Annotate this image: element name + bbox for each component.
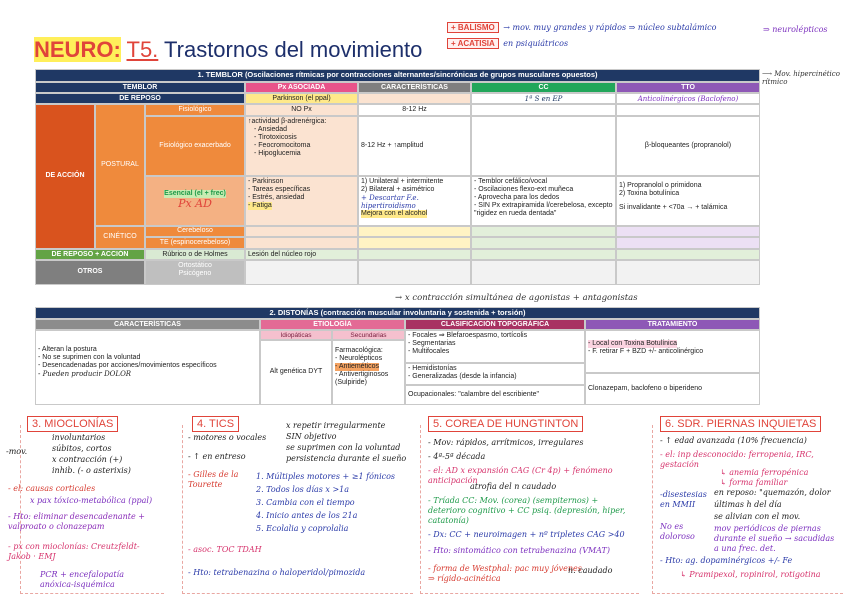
exacerbado-label: Fisiológico exacerbado (145, 116, 245, 176)
dys-col-etio: ETIOLOGÍA (260, 319, 405, 330)
title-t5: T5. (126, 37, 159, 62)
row-reposo-accion-label: DE REPOSO + ACCIÓN (35, 249, 145, 260)
te-label: TE (espinocerebeloso) (145, 237, 245, 249)
dys-col-sec: Secundarias (332, 330, 405, 340)
esencial-car-line: 1) Unilateral + intermitente (361, 178, 444, 185)
row-postural-label: POSTURAL (95, 104, 145, 226)
rubrico-car (358, 249, 471, 260)
tics-line: se suprimen con la voluntad (286, 443, 401, 452)
rubrico-px: Lesión del núcleo rojo (245, 249, 358, 260)
fisiologico-px: NO Px (245, 104, 358, 116)
esencial-car-line: + Descartar F.e. hipertiroidismo (361, 194, 419, 211)
dys-col-tto: TRATAMIENTO (585, 319, 760, 330)
dys-sec-line: - Antieméticos (335, 363, 379, 371)
piernas-line: se alivian con el mov. (714, 512, 801, 521)
cerebeloso-car (358, 226, 471, 237)
corea-line: - Dx: CC + neuroimagen + nº tripletes CAG >40 (428, 530, 625, 539)
esencial-px (245, 176, 358, 226)
tics-line: 1. Múltiples motores + ≥1 fónicos (256, 472, 396, 481)
mio-line: -mov. (6, 447, 28, 456)
rubrico-cc (471, 249, 616, 260)
dys-car-line: - Desencadenadas por acciones/movimientos específicos (38, 362, 217, 370)
dys-clas-line: - Hemidistonías (408, 365, 457, 372)
fisiologico-label: Fisiológico (145, 104, 245, 116)
fisiologico-cc (471, 104, 616, 116)
dys-clas-mid (405, 363, 585, 385)
dystonia-table (35, 307, 760, 405)
exacerbado-px-line: - Ansiedad (254, 126, 288, 134)
dystonia-header: 2. DISTONÍAS (contracción muscular involuntaria y sostenida + torsión) (35, 307, 760, 319)
reposo-px: Parkinson (el ppal) (245, 93, 358, 104)
dys-col-car: CARACTERÍSTICAS (35, 319, 260, 330)
esencial-cc-line: - Oscilaciones flexo-ext muñeca (474, 186, 574, 194)
dys-sec-line: - Neurolépticos (335, 355, 383, 363)
tremor-header: 1. TEMBLOR (Oscilaciones rítmicas por contracciones alternantes/sincrónicas de grupos musculares opuestos) (35, 69, 760, 82)
tics-line: persistencia durante el sueño (286, 454, 407, 463)
corea-line: - Tríada CC: Mov. (corea) (sempiternos) + deterioro cognitivo + CC psiq. (depresión, hiper, catatonía) (428, 496, 626, 525)
dys-car (35, 330, 260, 405)
esencial-px-line: - Parkinson (248, 178, 284, 185)
corea-line: atrofia del n caudado (470, 482, 557, 491)
reposo-car (358, 93, 471, 104)
acatisia-tag: + ACATISIA (447, 38, 499, 49)
esencial-cc-line: - Aprovecha para los dedos (474, 194, 560, 202)
acatisia-note (447, 33, 568, 51)
mioclonias-title: 3. MIOCLONÍAS (27, 416, 118, 432)
piernas-line: -disestesias en MMII (660, 490, 707, 509)
rubrico-tto (616, 249, 760, 260)
hiperkinetico-note: ⟶ Mov. hipercinético rítmico (762, 70, 840, 86)
esencial-note: Px AD (178, 197, 212, 211)
tics-line: x repetir irregularmente (286, 421, 386, 430)
row-accion-label: DE ACCIÓN (35, 104, 95, 249)
esencial-car-line: Mejora con el alcohol (361, 210, 428, 218)
dystonia-note: → x contracción simultánea de agonistas + antagonistas (395, 293, 638, 303)
dys-car-line: - Pueden producir DOLOR (38, 370, 132, 379)
col-cc: CC (471, 82, 616, 93)
mio-line: - px con mioclonías: Creutzfeldt-Jakob · EMJ (8, 542, 140, 561)
tics-title: 4. TICS (192, 416, 239, 432)
mio-line: x contracción (+) (52, 455, 123, 464)
balismo-text: → mov. muy grandes y rápidos ⇒ núcleo subtalámico (503, 23, 717, 32)
esencial-car-line: 2) Bilateral + asimétrico (361, 186, 435, 194)
title-text: Trastornos del movimiento (164, 37, 423, 62)
piernas-line: ↳ anemia ferropénica (720, 468, 809, 477)
corea-line: - 4ª-5ª década (428, 452, 486, 461)
tics-line: - Hto: tetrabenazina o haloperidol/pimozida (188, 568, 366, 577)
dys-col-clas: CLASIFICACIÓN TOPOGRÁFICA (405, 319, 585, 330)
corea-line: n. caudado (568, 566, 613, 575)
exacerbado-px-line: - Tirotoxicosis (254, 134, 297, 142)
esencial-tto-line: 2) Toxina botulínica (619, 190, 680, 198)
corea-line: - Mov: rápidos, arrítmicos, irregulares (428, 438, 584, 447)
exacerbado-cc (471, 116, 616, 176)
dys-car-line: - No se suprimen con la voluntad (38, 354, 141, 362)
reposo-tto: Anticolinérgicos (Baclofeno) (616, 93, 760, 104)
piernas-line: en reposo: "quemazón, dolor (714, 488, 831, 497)
row-cinetico-label: CINÉTICO (95, 226, 145, 249)
exacerbado-px-line: - Hipoglucemia (254, 150, 301, 158)
dys-sec-line: Farmacológica: (335, 347, 383, 354)
esencial-tto (616, 176, 760, 226)
esencial-label-text: Esencial (el + frec) (164, 190, 226, 197)
dys-clas-line: - Segmentarias (408, 340, 456, 348)
mio-line: involuntarios (52, 433, 106, 442)
otros-px (245, 260, 358, 285)
te-car (358, 237, 471, 249)
piernas-line: No es doloroso (660, 522, 695, 541)
reposo-cc: 1ª S en EP (471, 93, 616, 104)
te-px (245, 237, 358, 249)
piernas-line: últimas h del día (714, 500, 782, 509)
dys-sec-line: - Antivertiginosos (Sulpiride) (335, 371, 389, 387)
fisiologico-car: 8-12 Hz (358, 104, 471, 116)
exacerbado-px-line: ↑actividad β-adrenérgica: (248, 118, 327, 125)
esencial-cc (471, 176, 616, 226)
col-px: Px ASOCIADA (245, 82, 358, 93)
corea-line: - Hto: sintomático con tetrabenazina (VMAT) (428, 546, 610, 555)
esencial-px-line: - Tareas específicas (248, 186, 311, 194)
dys-clas-bottom: Ocupacionales: "calambre del escribiente" (405, 385, 585, 405)
dys-col-idio: Idiopáticas (260, 330, 332, 340)
otros-types (145, 260, 245, 285)
mio-line: inhib. (- o asterixis) (52, 466, 131, 475)
cerebeloso-px (245, 226, 358, 237)
dys-clas-line: - Multifocales (408, 348, 450, 356)
esencial-px-line: - Fatiga (248, 202, 272, 210)
dys-tto-line: - Local con Toxina Botulínica (588, 340, 677, 347)
piernas-line: ↳ Pramipexol, ropinirol, rotigotina (680, 570, 821, 579)
balismo-tag: + BALISMO (447, 22, 499, 33)
piernas-line: ↳ forma familiar (720, 478, 788, 487)
title-neuro: NEURO: (34, 37, 121, 62)
tics-line: 3. Cambia con el tiempo (256, 498, 355, 507)
esencial-px-line: - Estrés, ansiedad (248, 194, 305, 202)
piernas-line: mov periódicos de piernas durante el sueño → sacudidas a una frec. det. (714, 524, 835, 553)
tics-line: - asoc. TOC TDAH (188, 545, 262, 554)
row-otros-label: OTROS (35, 260, 145, 285)
rubrico-label: Rúbrico o de Holmes (145, 249, 245, 260)
tics-line: SIN objetivo (286, 432, 337, 441)
otros-tto (616, 260, 760, 285)
corea-title: 5. COREA DE HUNGTINTON (428, 416, 583, 432)
dys-clas-line: - Focales ⇒ Blefaroespasmo, tortícolis (408, 332, 528, 339)
col-car: CARACTERÍSTICAS (358, 82, 471, 93)
fisiologico-tto (616, 104, 760, 116)
tics-line: - Gilles de la Tourette (188, 470, 239, 489)
mio-line: súbitos, cortos (52, 444, 112, 453)
piernas-line: - Hto: ag. dopaminérgicos +/- Fe (660, 556, 793, 565)
esencial-label (145, 176, 245, 226)
dys-sec (332, 340, 405, 405)
tics-line: 5. Ecolalia y coprolalia (256, 524, 349, 533)
esencial-cc-line: - SIN Px extrapiramida l/cerebelosa, excepto "rigidez en rueda dentada" (474, 202, 613, 218)
mio-line: - Hto: eliminar desencadenante + valproato o clonazepam (8, 512, 145, 531)
tremor-table (35, 69, 760, 287)
dys-tto-line: - F. retirar F + BZD +/- anticolinérgico (588, 348, 704, 356)
otros-type: Ortostático (178, 262, 212, 269)
esencial-tto-line: Si invalidante + <70a → + talámica (619, 204, 728, 212)
mio-line: - el: causas corticales (8, 484, 96, 493)
dys-tto-bottom: Clonazepam, baclofeno o biperideno (585, 373, 760, 405)
neurolepticos-note: ⇒ neurolépticos (763, 25, 828, 34)
mio-line: PCR + encefalopatía anóxica-isquémica (40, 570, 124, 589)
exacerbado-px (245, 116, 358, 176)
dys-tto-top (585, 330, 760, 373)
corea-line: - forma de Westphal: pac muy jóvenes ⇒ rígido-acinética (428, 564, 582, 583)
page-title (34, 37, 422, 63)
piernas-line: - ↑ edad avanzada (10% frecuencia) (660, 436, 807, 445)
piernas-title: 6. SDR. PIERNAS INQUIETAS (660, 416, 821, 432)
esencial-tto-line: 1) Propranolol o primidona (619, 182, 702, 189)
tics-line: - ↑ en entreso (188, 452, 246, 461)
esencial-cc-line: - Temblor cefálico/vocal (474, 178, 548, 185)
piernas-line: - el: inp desconocido: ferropenia, IRC, gestación (660, 450, 814, 469)
otros-cc (471, 260, 616, 285)
acatisia-text: en psiquiátricos (503, 39, 569, 48)
col-tto: TTO (616, 82, 760, 93)
tics-line: 4. Inicio antes de los 21a (256, 511, 358, 520)
mio-line: x pax tóxico-metabólica (ppal) (30, 496, 153, 505)
esencial-car (358, 176, 471, 226)
tics-line: 2. Todos los días x >1a (256, 485, 350, 494)
corea-line: - el: AD x expansión CAG (Cr 4p) + fenómeno anticipación (428, 466, 613, 485)
cerebeloso-cc (471, 226, 616, 237)
otros-type: Psicógeno (178, 270, 212, 278)
otros-car (358, 260, 471, 285)
exacerbado-car: 8-12 Hz + ↑amplitud (358, 116, 471, 176)
te-cc (471, 237, 616, 249)
cerebeloso-label: Cerebeloso (145, 226, 245, 237)
dys-clas-top (405, 330, 585, 363)
dys-car-line: - Alteran la postura (38, 346, 97, 353)
row-reposo-label: DE REPOSO (35, 93, 245, 104)
dys-clas-line: - Generalizadas (desde la infancia) (408, 373, 517, 381)
dys-idio: Alt genética DYT (260, 340, 332, 405)
te-tto (616, 237, 760, 249)
exacerbado-px-line: - Feocromocitoma (254, 142, 311, 150)
col-temblor: TEMBLOR (35, 82, 245, 93)
cerebeloso-tto (616, 226, 760, 237)
exacerbado-tto: β-bloqueantes (propranolol) (616, 116, 760, 176)
tics-line: - motores o vocales (188, 433, 267, 442)
